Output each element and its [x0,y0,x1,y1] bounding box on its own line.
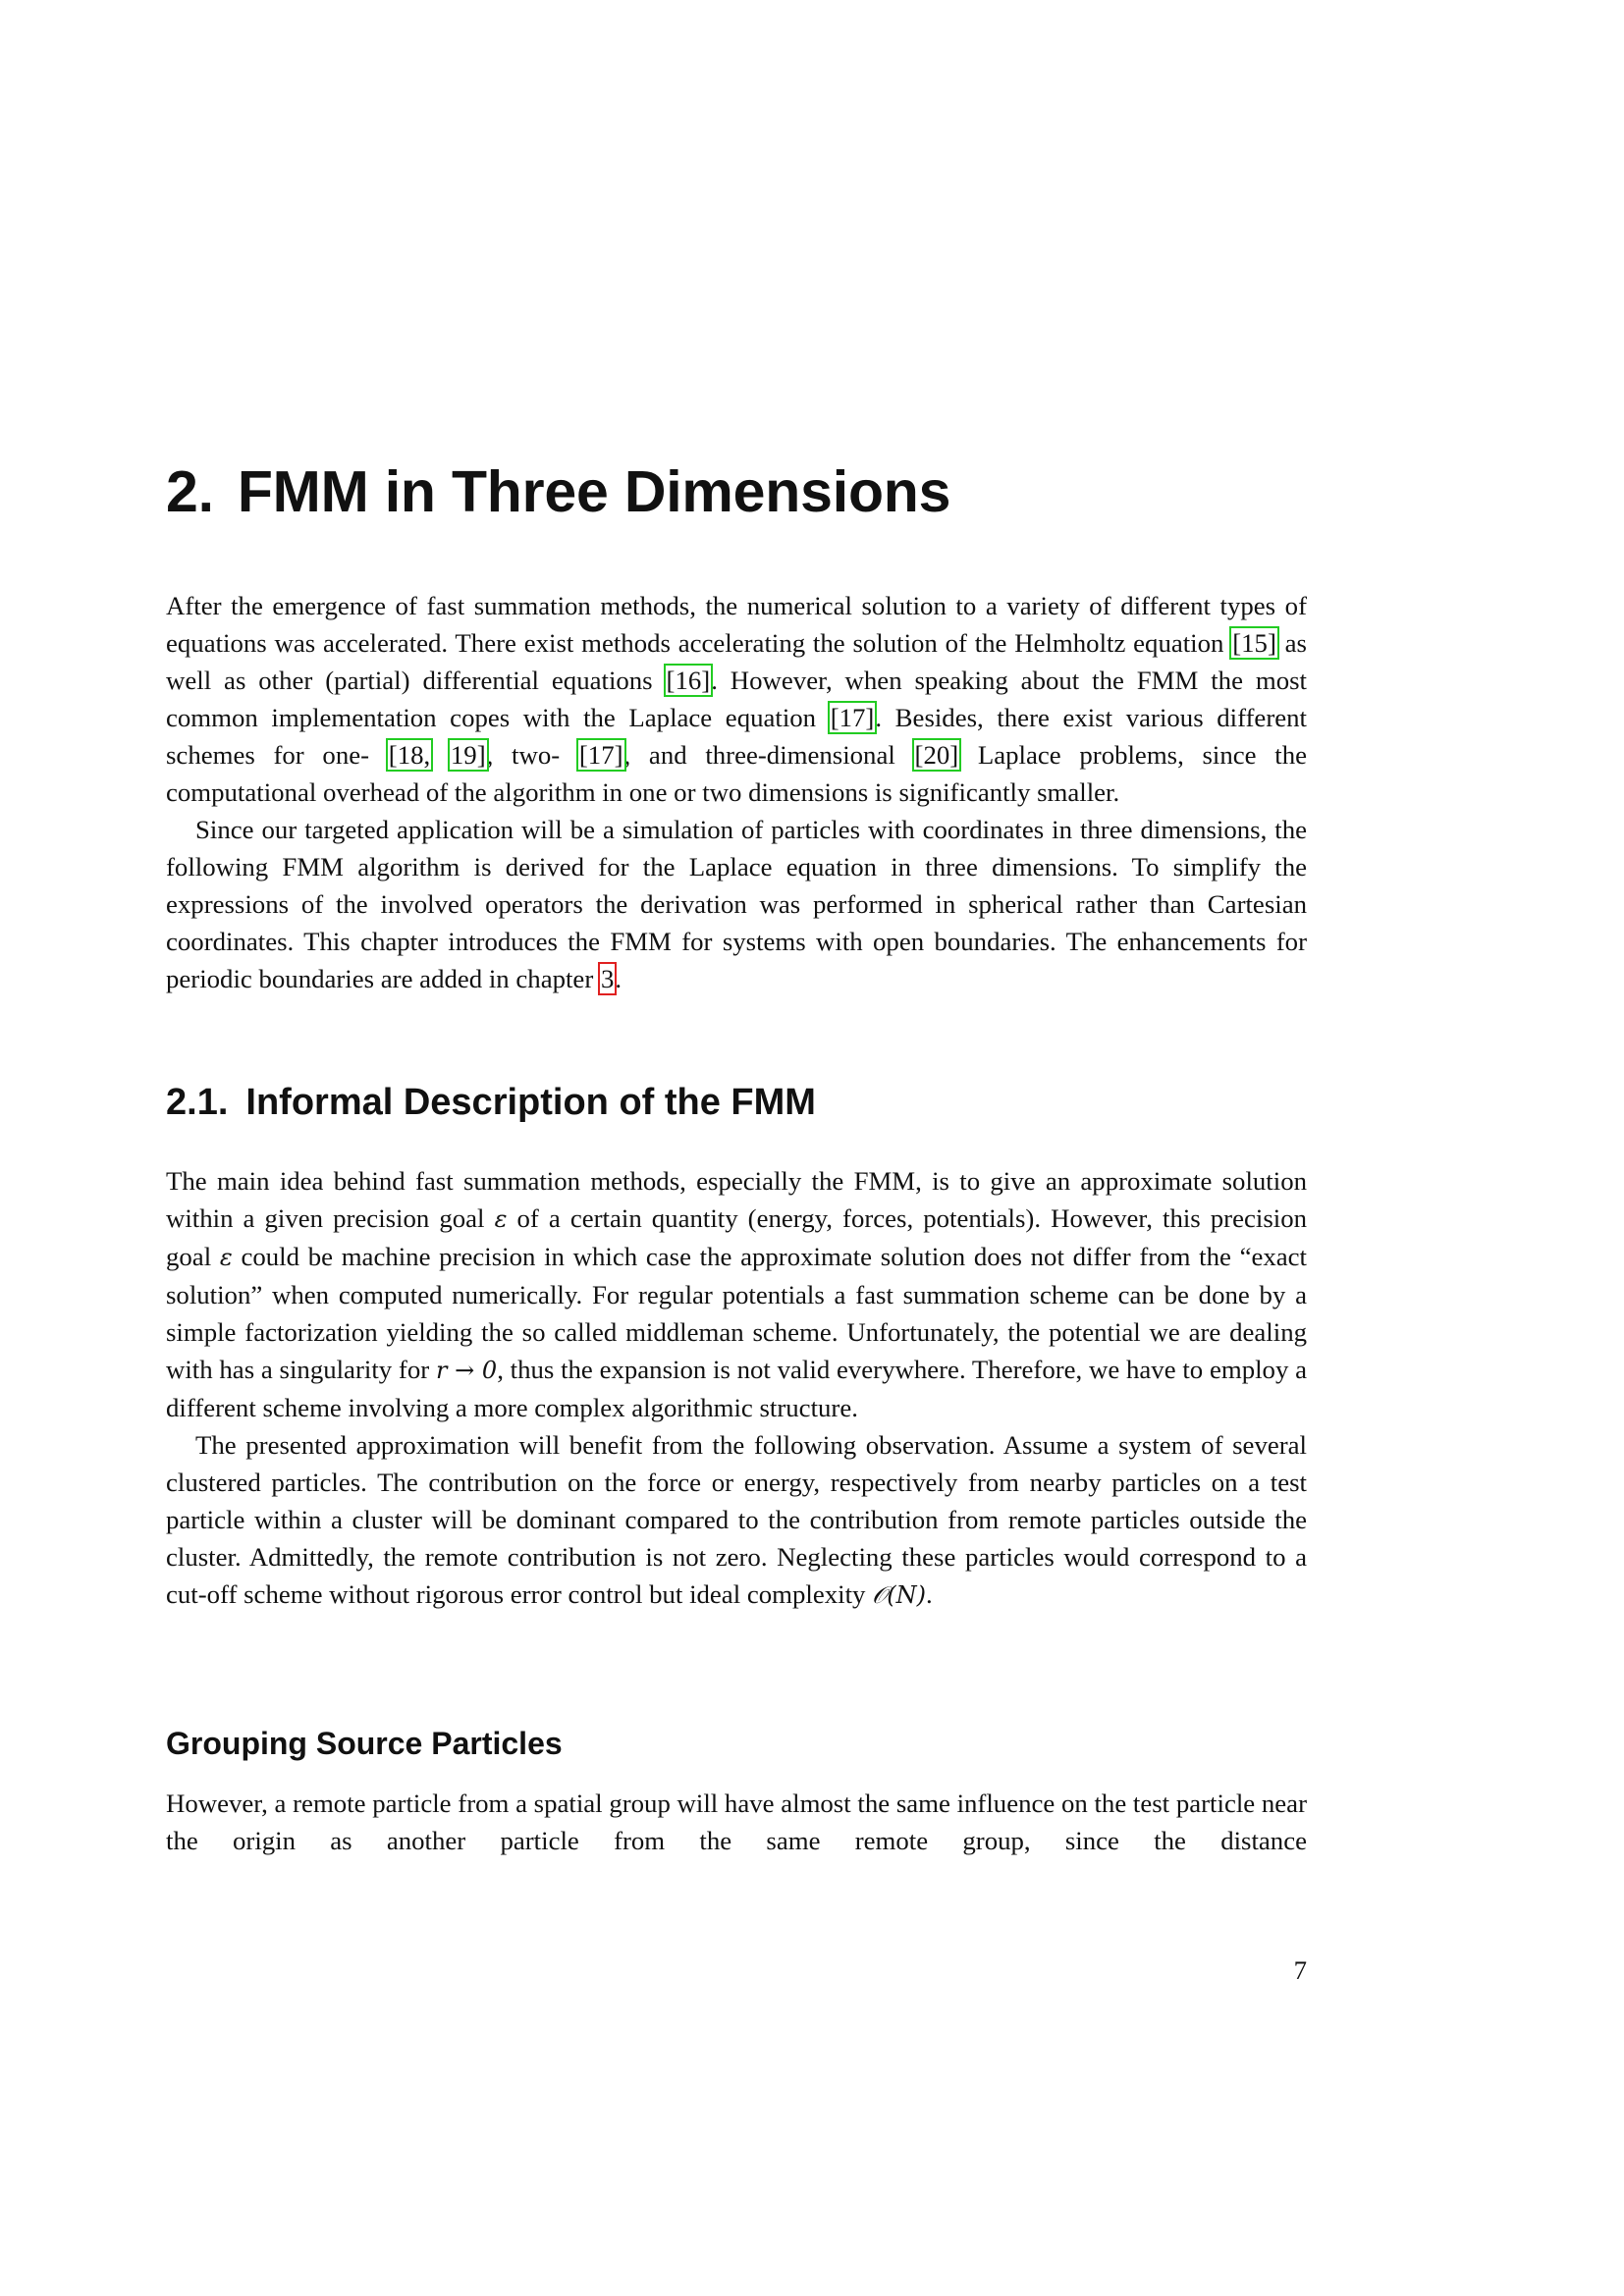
text-run: of a certain quantity (energy, forces, potentials). However, this precision goal [166,1203,1307,1271]
text-run: . [925,1579,933,1609]
text-run: could be machine precision in which case the approximate solution does not differ from the “exact solution” when computed numerically. For regular potentials a fast summation scheme can be done by a simple factorization yielding the so called middleman scheme. Unfortunately, the potential we are dealing with has a singularity for [166,1242,1307,1384]
subsection-heading: Grouping Source Particles [166,1726,563,1761]
epsilon-symbol: ε [219,1244,233,1271]
citation-link[interactable]: [18, [388,740,431,770]
text-run: as well as other (partial) differential equations [166,628,1307,695]
text-run: Since our targeted application will be a simulation of particles with coordinates in three dimensions, the following FMM algorithm is derived for the Laplace equation in three dimensions. To simplify the expressions of the involved operators the derivation was performed in spherical rather than Cartesian coordinates. This chapter introduces the FMM for systems with open boundaries. The enhancements for periodic boundaries are added in chapter [166,815,1307,993]
citation-link[interactable]: [16] [666,666,711,695]
section-paragraph-2 [166,1426,1307,1614]
citation-link[interactable]: 19] [450,740,486,770]
citation-link[interactable]: [20] [914,740,959,770]
section-body [166,1162,1307,1614]
chapter-reference-link[interactable]: 3 [600,964,615,993]
citation-link[interactable]: [15] [1232,628,1276,658]
text-run: . However, when speaking about the FMM the most common implementation copes with the Laplace equation [166,666,1308,732]
text-run: . [615,964,623,993]
section-title: Informal Description of the FMM [245,1082,816,1123]
section-paragraph-1 [166,1162,1307,1426]
text-run: The presented approximation will benefit from the following observation. Assume a system of several clustered particles. The contribution on the force or energy, respectively from nearby particles on a test particle within a cluster will be dominant compared to the contribution from remote particles outside the cluster. Admittedly, the remote contribution is not zero. Neglecting these particles would correspond to a cut-off scheme without rigorous error control but ideal complexity [166,1430,1307,1609]
text-run: . Besides, there exist various different schemes for one- [166,703,1307,770]
complexity-expression: 𝒪(N) [872,1581,926,1609]
text-run: , and three-dimensional [623,740,914,770]
intro-paragraph-2 [166,811,1307,997]
subsection-body [166,1785,1307,1859]
epsilon-symbol: ε [494,1205,508,1233]
subsection-paragraph-1: However, a remote particle from a spatial group will have almost the same influence on the test particle near the origin as another particle from the same remote group, since the distance [166,1789,1307,1855]
chapter-heading [166,457,950,526]
text-run: Laplace problems, since the computational overhead of the algorithm in one or two dimensions is significantly smaller. [166,740,1308,807]
text-run: The main idea behind fast summation methods, especially the FMM, is to give an approximate solution within a given precision goal [166,1166,1307,1233]
text-run: After the emergence of fast summation methods, the numerical solution to a variety of different types of equations was accelerated. There exist methods accelerating the solution of the Helmholtz equation [166,591,1307,658]
limit-expression: r → 0 [435,1357,498,1384]
chapter-title: FMM in Three Dimensions [237,459,951,524]
chapter-number: 2. [166,459,214,524]
section-heading [166,1080,816,1125]
intro-paragraph-1 [166,587,1307,811]
section-number: 2.1. [166,1082,229,1123]
citation-link[interactable]: [17] [578,740,623,770]
text-run: , thus the expansion is not valid everywhere. Therefore, we have to employ a different scheme involving a more complex algorithmic structure. [166,1355,1308,1422]
intro-section [166,587,1307,997]
text-run: , two- [486,740,578,770]
document-page [166,0,1307,2296]
citation-link[interactable]: [17] [830,703,875,732]
page-number: 7 [1293,1955,1307,1985]
